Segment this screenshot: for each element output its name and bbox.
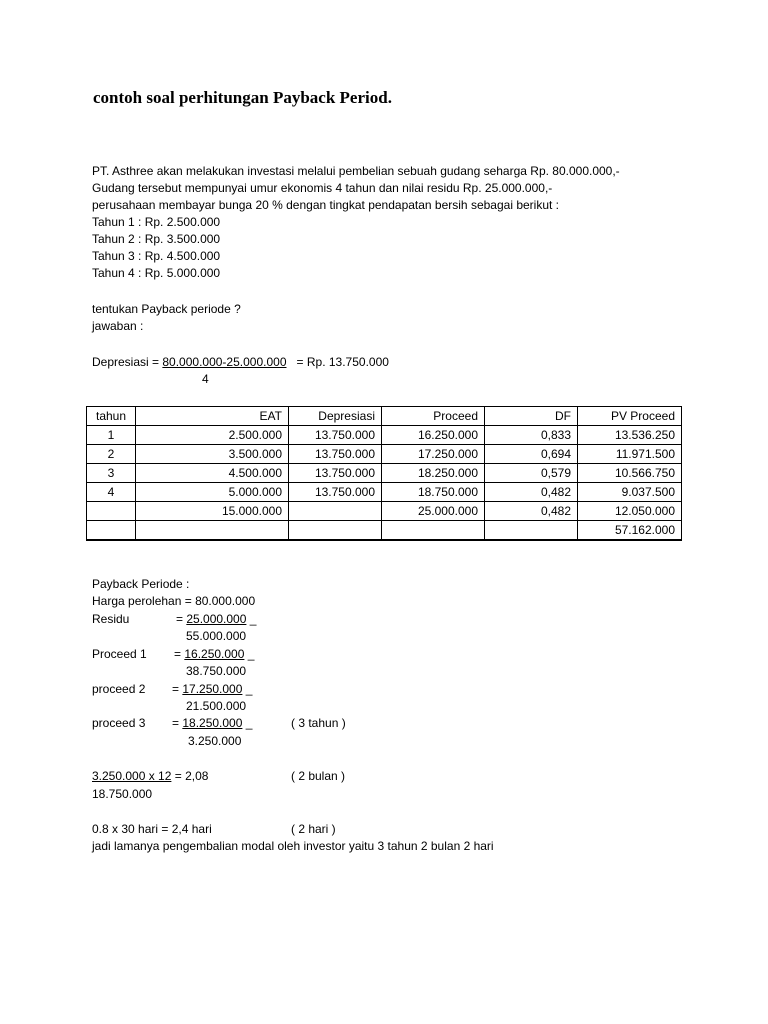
after-proceed-3: 3.250.000: [188, 734, 242, 748]
cell-df: 0,579: [485, 464, 578, 483]
proceed-3-calc: = 18.250.000 _: [172, 716, 253, 730]
residu-value: 25.000.000: [186, 612, 247, 626]
after-proceed-1: 38.750.000: [186, 664, 247, 678]
day-note: ( 2 hari ): [291, 822, 336, 836]
proceed-2-value: 17.250.000: [182, 682, 243, 696]
depreciation-formula: [92, 355, 389, 369]
cell-proceed: 18.250.000: [382, 464, 485, 483]
conclusion: jadi lamanya pengembalian modal oleh investor yaitu 3 tahun 2 bulan 2 hari: [92, 839, 494, 853]
depreciation-result: = Rp. 13.750.000: [296, 355, 389, 369]
proceed-2-label: proceed 2: [92, 682, 146, 696]
payback-heading: Payback Periode :: [92, 577, 190, 591]
cell-depresiasi: [289, 521, 382, 541]
cell-df: 0,833: [485, 426, 578, 445]
cell-tahun: 2: [87, 445, 136, 464]
residu-calc: = 25.000.000 _: [176, 612, 257, 626]
cell-tahun: 4: [87, 483, 136, 502]
header-tahun: tahun: [87, 407, 136, 426]
after-proceed-2: 21.500.000: [186, 699, 247, 713]
table-row: [87, 464, 682, 483]
cell-eat: 2.500.000: [136, 426, 289, 445]
cell-depresiasi: 13.750.000: [289, 464, 382, 483]
proceed-1-calc: = 16.250.000 _: [174, 647, 255, 661]
header-proceed: Proceed: [382, 407, 485, 426]
problem-line-3: perusahaan membayar bunga 20 % dengan tingkat pendapatan bersih sebagai berikut :: [92, 198, 559, 212]
year-4-income: Tahun 4 : Rp. 5.000.000: [92, 266, 221, 280]
residu-label: Residu: [92, 612, 130, 626]
depreciation-label: Depresiasi =: [92, 355, 160, 369]
cell-tahun: [87, 521, 136, 541]
cell-proceed: 18.750.000: [382, 483, 485, 502]
cell-depresiasi: 13.750.000: [289, 445, 382, 464]
proceed-3-note: ( 3 tahun ): [291, 716, 346, 730]
cell-eat-total: 15.000.000: [136, 502, 289, 521]
cell-depresiasi: 13.750.000: [289, 483, 382, 502]
cell-df: 0,482: [485, 483, 578, 502]
cell-tahun: 1: [87, 426, 136, 445]
cell-pv-grand-total: 57.162.000: [578, 521, 682, 541]
answer-label: jawaban :: [92, 319, 144, 333]
header-pv-proceed: PV Proceed: [578, 407, 682, 426]
depreciation-numerator: 80.000.000-25.000.000: [162, 355, 287, 369]
cell-eat: 4.500.000: [136, 464, 289, 483]
cell-proceed: [382, 521, 485, 541]
month-numerator: 3.250.000 x 12: [92, 769, 172, 783]
year-1-income: Tahun 1 : Rp. 2.500.000: [92, 215, 221, 229]
cell-df: 0,694: [485, 445, 578, 464]
day-calc: 0.8 x 30 hari = 2,4 hari: [92, 822, 212, 836]
month-note: ( 2 bulan ): [291, 769, 346, 783]
cell-proceed: 17.250.000: [382, 445, 485, 464]
table-grand-total-row: [87, 521, 682, 541]
question: tentukan Payback periode ?: [92, 302, 241, 316]
cell-eat: [136, 521, 289, 541]
table-total-row: [87, 502, 682, 521]
header-depresiasi: Depresiasi: [289, 407, 382, 426]
proceed-1-value: 16.250.000: [184, 647, 245, 661]
cell-proceed: 16.250.000: [382, 426, 485, 445]
harga-perolehan: Harga perolehan = 80.000.000: [92, 594, 256, 608]
page-title: contoh soal perhitungan Payback Period.: [93, 88, 392, 107]
after-residu: 55.000.000: [186, 629, 247, 643]
cell-eat: 5.000.000: [136, 483, 289, 502]
cell-pv-proceed: 10.566.750: [578, 464, 682, 483]
proceed-1-label: Proceed 1: [92, 647, 147, 661]
cell-depresiasi: 13.750.000: [289, 426, 382, 445]
table-row: [87, 426, 682, 445]
month-denominator: 18.750.000: [92, 787, 153, 801]
proceed-table: [86, 406, 682, 541]
cell-pv-residu: 12.050.000: [578, 502, 682, 521]
year-2-income: Tahun 2 : Rp. 3.500.000: [92, 232, 221, 246]
cell-df: [485, 521, 578, 541]
proceed-3-label: proceed 3: [92, 716, 146, 730]
month-calc: [92, 769, 208, 783]
table-row: [87, 483, 682, 502]
proceed-3-value: 18.250.000: [182, 716, 243, 730]
table-row: [87, 445, 682, 464]
depreciation-denominator: 4: [202, 372, 209, 386]
cell-depresiasi: [289, 502, 382, 521]
header-df: DF: [485, 407, 578, 426]
cell-tahun: [87, 502, 136, 521]
month-result: = 2,08: [174, 769, 209, 783]
cell-pv-proceed: 11.971.500: [578, 445, 682, 464]
problem-line-1: PT. Asthree akan melakukan investasi melalui pembelian sebuah gudang seharga Rp. 80.000.000,-: [92, 164, 620, 178]
cell-proceed-residu: 25.000.000: [382, 502, 485, 521]
cell-tahun: 3: [87, 464, 136, 483]
table-header-row: [87, 407, 682, 426]
problem-line-2: Gudang tersebut mempunyai umur ekonomis 4 tahun dan nilai residu Rp. 25.000.000,-: [92, 181, 553, 195]
proceed-2-calc: = 17.250.000 _: [172, 682, 253, 696]
cell-pv-proceed: 9.037.500: [578, 483, 682, 502]
header-eat: EAT: [136, 407, 289, 426]
cell-eat: 3.500.000: [136, 445, 289, 464]
cell-df: 0,482: [485, 502, 578, 521]
cell-pv-proceed: 13.536.250: [578, 426, 682, 445]
year-3-income: Tahun 3 : Rp. 4.500.000: [92, 249, 221, 263]
